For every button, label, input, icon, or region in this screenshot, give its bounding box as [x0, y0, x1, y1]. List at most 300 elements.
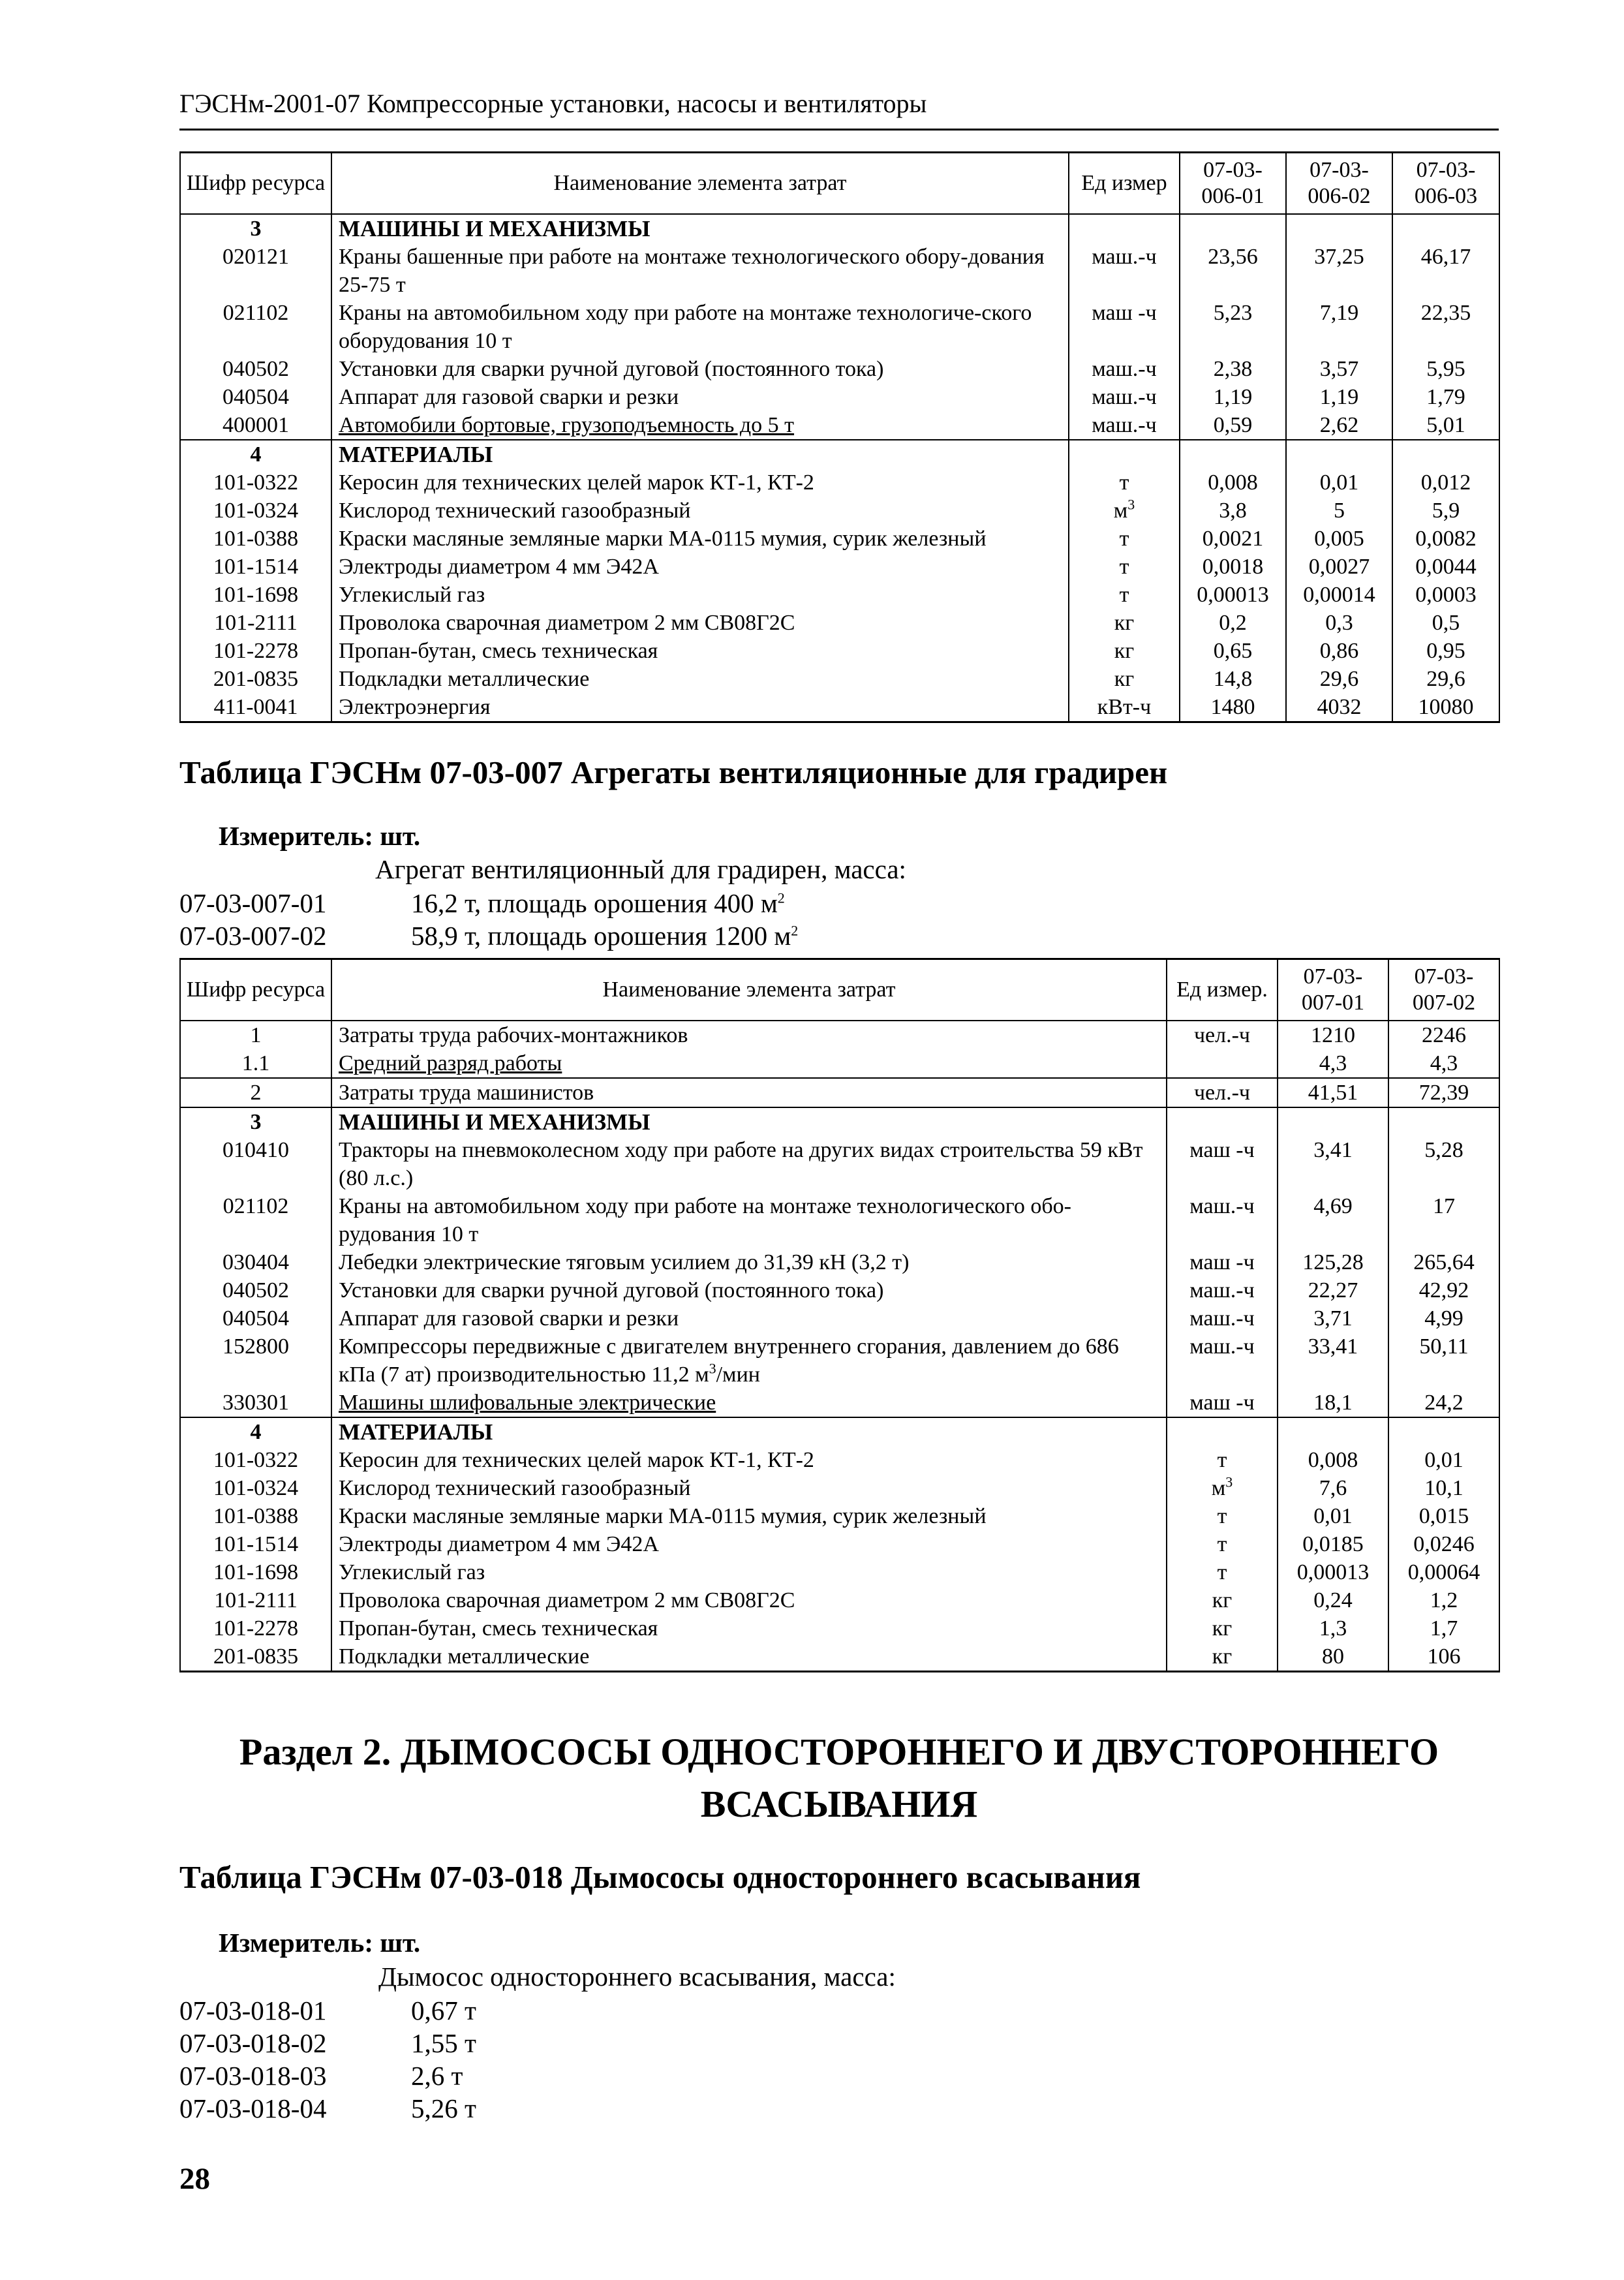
norm-value	[1286, 525, 1392, 553]
norm-value	[1180, 637, 1286, 665]
unit-of-measure	[1167, 1276, 1278, 1304]
resource-code-text: 040504	[222, 1306, 289, 1331]
resource-code	[180, 553, 331, 581]
table-body	[180, 1021, 1499, 1672]
norm-value	[1388, 1304, 1499, 1333]
variant-text: 0,67 т	[411, 1995, 476, 2026]
resource-name	[331, 1049, 1167, 1078]
unit-of-measure-text: чел.-ч	[1193, 1081, 1251, 1105]
resource-name-text: Аппарат для газовой сварки и резки	[339, 1306, 679, 1331]
resource-code-text: 101-0388	[213, 1504, 299, 1528]
table-row	[180, 497, 1499, 525]
norm-value-text: 5,28	[1424, 1138, 1463, 1162]
unit-of-measure	[1167, 1304, 1278, 1333]
resource-name	[331, 1107, 1167, 1136]
unit-of-measure	[1167, 1021, 1278, 1049]
resource-code	[180, 440, 331, 469]
table-row	[180, 1502, 1499, 1530]
norm-value-text: 0,015	[1418, 1504, 1469, 1528]
norm-value-text: 22,27	[1308, 1278, 1358, 1302]
resource-code	[180, 1021, 331, 1049]
resource-name	[331, 1502, 1167, 1530]
table-row	[180, 693, 1499, 722]
norm-value-text: 50,11	[1419, 1334, 1469, 1359]
resource-code-text: 3	[250, 1110, 262, 1134]
norm-value	[1180, 383, 1286, 411]
resource-name	[331, 1417, 1167, 1446]
norm-value	[1388, 1107, 1499, 1136]
norm-value	[1180, 411, 1286, 440]
norm-value-text: 7,19	[1319, 301, 1359, 325]
resource-name-text: Проволока сварочная диаметром 2 мм СВ08Г2С	[339, 611, 795, 635]
norm-value	[1388, 1474, 1499, 1502]
norm-value	[1286, 609, 1392, 637]
unit-of-measure	[1167, 1530, 1278, 1558]
resource-code	[180, 1192, 331, 1248]
resource-name	[331, 1136, 1167, 1192]
norm-value	[1286, 411, 1392, 440]
resource-code-text: 152800	[222, 1334, 289, 1359]
unit-of-measure-text: маш.-ч	[1189, 1194, 1255, 1218]
norm-value-text: 0,2	[1219, 611, 1247, 635]
norm-value-text: 1,79	[1426, 385, 1465, 409]
unit-of-measure-text: $м^3$	[1113, 496, 1135, 523]
norm-value	[1180, 299, 1286, 355]
resource-name-text: Краски масляные земляные марки МА-0115 мумия, сурик железный	[339, 527, 987, 551]
table-row	[180, 1248, 1499, 1276]
resource-code-text: 2	[250, 1081, 262, 1105]
norm-value-text: 5,95	[1426, 357, 1465, 381]
unit-of-measure-text: маш.-ч	[1189, 1278, 1255, 1302]
resource-name	[331, 1614, 1167, 1642]
norm-value-text: 2246	[1422, 1023, 1466, 1047]
table-row	[180, 440, 1499, 469]
resource-name	[331, 1530, 1167, 1558]
page-number: 28	[179, 2162, 210, 2196]
resource-name-text: Аппарат для газовой сварки и резки	[339, 385, 679, 409]
resource-name-text: Подкладки металлические	[339, 1644, 590, 1669]
resource-code	[180, 1389, 331, 1417]
resource-name	[331, 1333, 1167, 1389]
unit-of-measure	[1069, 214, 1180, 243]
resource-name	[331, 1558, 1167, 1586]
unit-of-measure	[1069, 525, 1180, 553]
meter-line	[219, 820, 420, 852]
table-row	[180, 1614, 1499, 1642]
resource-name-text: Установки для сварки ручной дуговой (постоянного тока)	[339, 357, 884, 381]
resource-name-text: Электроды диаметром 4 мм Э42А	[339, 1532, 659, 1556]
norm-value-text: 0,0018	[1202, 555, 1264, 579]
norm-value	[1286, 355, 1392, 383]
norm-value	[1180, 665, 1286, 693]
norm-value-text: 0,00064	[1407, 1560, 1480, 1584]
unit-of-measure-text: $м^3$	[1211, 1473, 1233, 1500]
unit-of-measure-text: чел.-ч	[1193, 1023, 1251, 1047]
norm-value-text: 5,9	[1432, 499, 1460, 523]
table-row	[180, 411, 1499, 440]
table-row	[180, 214, 1499, 243]
variant-text: 5,26 т	[411, 2093, 476, 2123]
table-row	[180, 299, 1499, 355]
norm-value	[1392, 383, 1499, 411]
norm-value	[1286, 440, 1392, 469]
norm-value	[1388, 1614, 1499, 1642]
resource-code	[180, 355, 331, 383]
table-row	[180, 1192, 1499, 1248]
resource-name-text: Машины шлифовальные электрические	[339, 1391, 716, 1415]
table-row	[180, 243, 1499, 299]
meter-label: Измеритель:	[219, 1928, 374, 1958]
norm-value	[1278, 1417, 1388, 1446]
unit-of-measure	[1069, 469, 1180, 497]
norm-value-text: 23,56	[1208, 245, 1258, 269]
norm-value-text: 1,3	[1319, 1616, 1347, 1641]
resource-name	[331, 1586, 1167, 1614]
norm-value	[1278, 1614, 1388, 1642]
resource-code-text: 4	[250, 442, 262, 467]
norm-value	[1286, 469, 1392, 497]
page-header: ГЭСНм-2001-07 Компрессорные установки, насосы и вентиляторы	[179, 89, 927, 118]
norm-value-text: 2,38	[1213, 357, 1253, 381]
unit-of-measure-text: кг	[1114, 611, 1135, 635]
resource-name	[331, 299, 1069, 355]
norm-value	[1278, 1389, 1388, 1417]
norm-value-text: 0,0003	[1415, 583, 1477, 607]
header-rule	[179, 129, 1499, 131]
section-title-line: Раздел 2. ДЫМОСОСЫ ОДНОСТОРОННЕГО И ДВУСТОРОННЕГО	[239, 1731, 1439, 1773]
resource-name	[331, 553, 1069, 581]
resource-code-text: 040502	[222, 1278, 289, 1302]
norm-value	[1278, 1558, 1388, 1586]
resource-name-text: Затраты труда рабочих-монтажников	[339, 1023, 688, 1047]
norm-value	[1388, 1389, 1499, 1417]
unit-of-measure	[1167, 1333, 1278, 1389]
norm-value-text: 0,0021	[1202, 527, 1264, 551]
table-row	[180, 1417, 1499, 1446]
table-row	[180, 1304, 1499, 1333]
resource-name-text: МАШИНЫ И МЕХАНИЗМЫ	[339, 216, 651, 241]
resource-code	[180, 1474, 331, 1502]
resource-name	[331, 1642, 1167, 1672]
resource-code	[180, 1642, 331, 1672]
resource-name	[331, 609, 1069, 637]
norm-value-text: 0,00013	[1296, 1560, 1370, 1584]
resource-name	[331, 665, 1069, 693]
resource-name-text: Установки для сварки ручной дуговой (постоянного тока)	[339, 1278, 884, 1302]
resource-name-text: Электроды диаметром 4 мм Э42А	[339, 555, 659, 579]
column-header: 07-03- 007-01	[1278, 959, 1388, 1021]
norm-value-text: 17	[1433, 1194, 1455, 1218]
norm-value-text: 4,3	[1430, 1051, 1458, 1075]
resource-name-text: Лебедки электрические тяговым усилием до 31,39 кН (3,2 т)	[339, 1250, 910, 1274]
norm-value-text: 10,1	[1424, 1476, 1463, 1500]
resource-name	[331, 637, 1069, 665]
section-title	[179, 1726, 1499, 1830]
resource-name-text: Краны на автомобильном ходу при работе на монтаже технологического обо-рудования 10 т	[339, 1194, 1071, 1246]
resource-code-text: 101-1514	[213, 555, 299, 579]
unit-of-measure-text: маш -ч	[1189, 1391, 1255, 1415]
norm-value	[1388, 1136, 1499, 1192]
resource-code	[180, 1136, 331, 1192]
norm-value	[1278, 1276, 1388, 1304]
norm-value-text: 0,008	[1208, 470, 1258, 495]
unit-of-measure	[1167, 1502, 1278, 1530]
variant-description: Агрегат вентиляционный для градирен, масса:	[375, 854, 906, 884]
resource-code	[180, 525, 331, 553]
variant-text: 1,55 т	[411, 2028, 476, 2058]
resource-code-text: 1	[250, 1023, 262, 1047]
norm-value-text: 5,01	[1426, 413, 1465, 437]
unit-of-measure-text: кг	[1114, 667, 1135, 691]
norm-value-text: 29,6	[1319, 667, 1359, 691]
resource-name-text: Компрессоры передвижные с двигателем внутреннего сгорания, давлением до 686 кПа (7 ат) производительностью 11,2 $м^3$/мин	[339, 1334, 1119, 1387]
resource-name-text: Краны башенные при работе на монтаже технологического обору-дования 25-75 т	[339, 245, 1045, 297]
table-row	[180, 525, 1499, 553]
resource-code-text: 101-2278	[213, 1616, 299, 1641]
norm-value-text: 1,7	[1430, 1616, 1458, 1641]
resource-name-text: Краски масляные земляные марки МА-0115 мумия, сурик железный	[339, 1504, 987, 1528]
resource-code	[180, 1107, 331, 1136]
resource-code	[180, 1078, 331, 1107]
norm-value	[1388, 1502, 1499, 1530]
resource-code-text: 101-1514	[213, 1532, 299, 1556]
norm-value	[1388, 1642, 1499, 1672]
norm-value-text: 4,3	[1319, 1051, 1347, 1075]
unit-of-measure-text: маш.-ч	[1092, 385, 1157, 409]
variant-value: 16,2 т, площадь орошения 400 м	[411, 888, 778, 918]
resource-name-text: Автомобили бортовые, грузоподъемность до 5 т	[339, 413, 795, 437]
norm-value	[1286, 553, 1392, 581]
unit-of-measure-text: кг	[1212, 1644, 1233, 1669]
table-row	[180, 1446, 1499, 1474]
resource-name-text: Затраты труда машинистов	[339, 1081, 594, 1105]
meter-line	[219, 1927, 420, 1958]
table-row	[180, 1558, 1499, 1586]
resource-name	[331, 411, 1069, 440]
section-title-line: ВСАСЫВАНИЯ	[700, 1783, 978, 1825]
table-row	[180, 1136, 1499, 1192]
norm-value	[1392, 609, 1499, 637]
norm-value	[1286, 214, 1392, 243]
table-row	[180, 355, 1499, 383]
norm-value	[1278, 1304, 1388, 1333]
norm-value-text: 3,41	[1313, 1138, 1353, 1162]
superscript: 2	[791, 922, 799, 939]
unit-of-measure	[1069, 497, 1180, 525]
unit-of-measure	[1069, 665, 1180, 693]
norm-value-text: 0,24	[1313, 1588, 1353, 1612]
norm-value-text: 0,0044	[1415, 555, 1477, 579]
norm-value	[1180, 553, 1286, 581]
resource-name-text: МАТЕРИАЛЫ	[339, 1419, 493, 1445]
norm-value-text: 33,41	[1308, 1334, 1358, 1359]
norm-value	[1392, 525, 1499, 553]
table-row	[180, 1107, 1499, 1136]
norm-value-text: 1,2	[1430, 1588, 1458, 1612]
norm-value-text: 0,95	[1426, 639, 1465, 663]
resource-code	[180, 243, 331, 299]
resource-code	[180, 1417, 331, 1446]
resource-name-text: Кислород технический газообразный	[339, 1476, 691, 1500]
norm-value-text: 0,01	[1424, 1448, 1463, 1472]
resource-code-text: 201-0835	[213, 1644, 299, 1669]
resource-code-text: 040504	[222, 385, 289, 409]
norm-value-text: 37,25	[1314, 245, 1364, 269]
resource-name-text: Краны на автомобильном ходу при работе на монтаже технологиче-ского оборудования 10 т	[339, 301, 1032, 353]
resource-code-text: 021102	[222, 301, 289, 325]
norm-value	[1388, 1558, 1499, 1586]
norm-value	[1278, 1192, 1388, 1248]
norm-value	[1286, 383, 1392, 411]
resource-code	[180, 1586, 331, 1614]
norm-value	[1286, 637, 1392, 665]
norm-value	[1388, 1586, 1499, 1614]
resource-code-text: 021102	[222, 1194, 289, 1218]
resource-code	[180, 1446, 331, 1474]
norm-value	[1392, 411, 1499, 440]
table-row	[180, 553, 1499, 581]
norm-value	[1278, 1530, 1388, 1558]
norm-value	[1388, 1417, 1499, 1446]
unit-of-measure-text: маш -ч	[1189, 1250, 1255, 1274]
resource-code	[180, 609, 331, 637]
variant-code: 07-03-007-01	[179, 888, 327, 918]
norm-value-text: 125,28	[1302, 1250, 1364, 1274]
norm-value	[1180, 693, 1286, 722]
unit-of-measure	[1069, 383, 1180, 411]
resource-name	[331, 243, 1069, 299]
norm-value	[1278, 1642, 1388, 1672]
unit-of-measure	[1167, 1248, 1278, 1276]
table-row	[180, 469, 1499, 497]
norm-value-text: 265,64	[1413, 1250, 1475, 1274]
resource-code-text: 101-0324	[213, 499, 299, 523]
resource-code-text: 101-0324	[213, 1476, 299, 1500]
norm-value-text: 1,19	[1319, 385, 1359, 409]
meter-label: Измеритель:	[219, 821, 374, 851]
unit-of-measure-text: т	[1119, 527, 1129, 551]
unit-of-measure	[1167, 1642, 1278, 1672]
norm-value-text: 0,01	[1313, 1504, 1353, 1528]
norm-value	[1388, 1078, 1499, 1107]
column-header: 07-03- 006-01	[1180, 153, 1286, 215]
norm-value-text: 0,3	[1325, 611, 1353, 635]
table-row	[180, 1049, 1499, 1078]
norm-value	[1388, 1021, 1499, 1049]
resource-name-text: Пропан-бутан, смесь техническая	[339, 1616, 658, 1641]
norm-value-text: 2,62	[1319, 413, 1359, 437]
column-header: Шифр ресурса	[180, 959, 331, 1021]
norm-value	[1180, 609, 1286, 637]
resource-code-text: 3	[250, 217, 262, 241]
norm-value	[1286, 665, 1392, 693]
unit-of-measure	[1069, 637, 1180, 665]
norm-value-text: 4,69	[1313, 1194, 1353, 1218]
norm-value-text: 0,00014	[1303, 583, 1375, 607]
norm-value	[1286, 299, 1392, 355]
resource-code	[180, 214, 331, 243]
table-row	[180, 609, 1499, 637]
resource-name	[331, 383, 1069, 411]
resource-code	[180, 497, 331, 525]
norm-value-text: 1480	[1210, 695, 1255, 719]
column-header: Ед измер	[1069, 153, 1180, 215]
resource-code	[180, 1049, 331, 1078]
table-row	[180, 1078, 1499, 1107]
norm-value-text: 14,8	[1213, 667, 1253, 691]
norm-value	[1388, 1530, 1499, 1558]
norm-value-text: 0,59	[1213, 413, 1253, 437]
resource-code-text: 101-2111	[214, 1588, 298, 1612]
norm-value-text: 0,012	[1420, 470, 1471, 495]
table-row	[180, 637, 1499, 665]
resource-name	[331, 1276, 1167, 1304]
resource-name-text: Электроэнергия	[339, 695, 491, 719]
resource-name	[331, 214, 1069, 243]
resource-code	[180, 1558, 331, 1586]
table-row	[180, 1530, 1499, 1558]
norm-value-text: 72,39	[1418, 1081, 1469, 1105]
variant-text	[411, 920, 798, 951]
norm-value	[1392, 665, 1499, 693]
norm-value	[1278, 1136, 1388, 1192]
norm-value-text: 4,99	[1424, 1306, 1463, 1331]
norm-value-text: 41,51	[1308, 1081, 1358, 1105]
resource-name	[331, 469, 1069, 497]
meter-value: шт.	[380, 821, 421, 851]
resource-code	[180, 411, 331, 440]
resource-code	[180, 637, 331, 665]
unit-of-measure	[1167, 1417, 1278, 1446]
unit-of-measure-text: т	[1119, 583, 1129, 607]
resource-code	[180, 693, 331, 722]
norm-value-text: 0,0246	[1413, 1532, 1475, 1556]
resource-code-text: 020121	[222, 245, 289, 269]
unit-of-measure-text: маш.-ч	[1092, 245, 1157, 269]
resource-code-text: 101-1698	[213, 583, 299, 607]
norm-value-text: 4032	[1317, 695, 1362, 719]
resource-name-text: МАТЕРИАЛЫ	[339, 442, 493, 467]
norm-value	[1180, 581, 1286, 609]
resource-code-text: 201-0835	[213, 667, 299, 691]
resource-name	[331, 525, 1069, 553]
norm-value	[1388, 1333, 1499, 1389]
norm-value-text: 80	[1322, 1644, 1344, 1669]
unit-of-measure-text: маш -ч	[1092, 301, 1157, 325]
norm-value	[1392, 214, 1499, 243]
resource-code-text: 1.1	[241, 1051, 270, 1075]
resource-name	[331, 1078, 1167, 1107]
unit-of-measure	[1069, 440, 1180, 469]
unit-of-measure	[1069, 299, 1180, 355]
resource-code-text: 040502	[222, 357, 289, 381]
norm-value	[1278, 1021, 1388, 1049]
resource-name-text: МАШИНЫ И МЕХАНИЗМЫ	[339, 1109, 651, 1135]
norm-value	[1278, 1107, 1388, 1136]
resource-code-text: 330301	[222, 1391, 289, 1415]
table-row	[180, 383, 1499, 411]
norm-value	[1286, 693, 1392, 722]
unit-of-measure-text: кг	[1212, 1588, 1233, 1612]
unit-of-measure	[1167, 1078, 1278, 1107]
column-header: 07-03- 006-03	[1392, 153, 1499, 215]
table-body	[180, 214, 1499, 722]
norm-value	[1180, 355, 1286, 383]
table-row	[180, 1276, 1499, 1304]
resource-code	[180, 1614, 331, 1642]
unit-of-measure-text: кВт-ч	[1097, 695, 1152, 719]
resource-name	[331, 693, 1069, 722]
